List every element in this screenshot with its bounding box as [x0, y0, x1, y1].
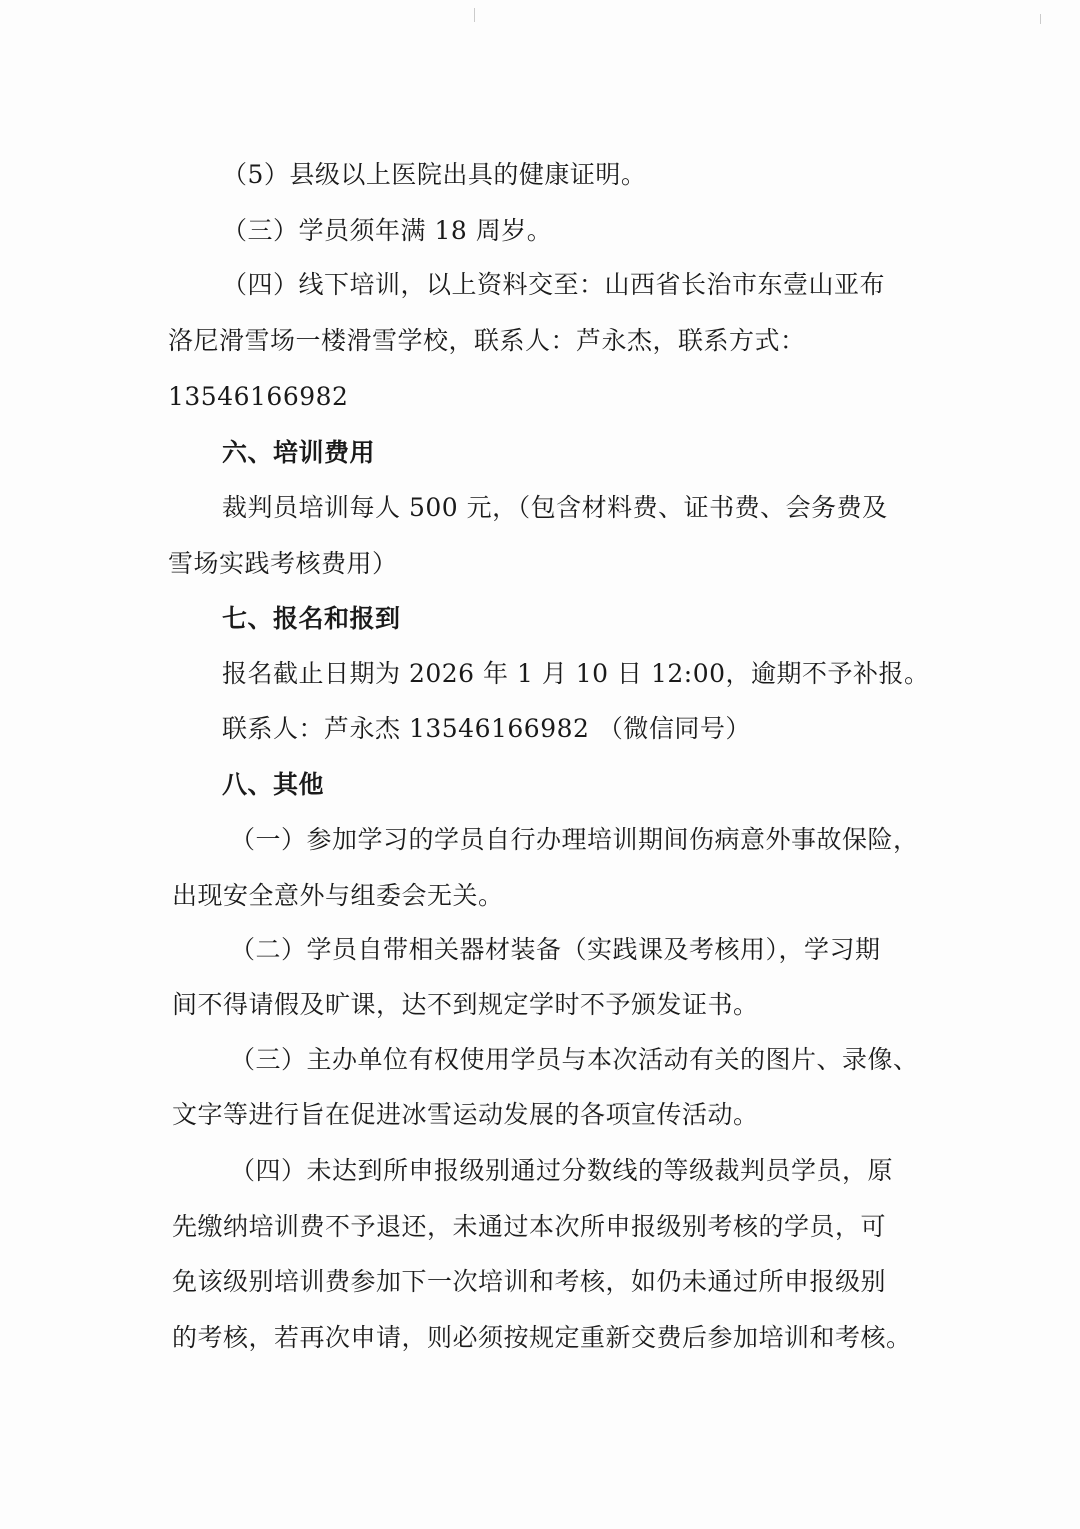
- section-heading-other: 八、其他: [222, 770, 325, 799]
- other-item-exam-policy: （四）未达到所申报级别通过分数线的等级裁判员学员，原: [230, 1156, 894, 1185]
- contact-phone-number: 13546166982: [168, 382, 349, 411]
- item-health-certificate: （5）县级以上医院出具的健康证明。: [222, 160, 647, 189]
- registration-deadline: 报名截止日期为 2026 年 1 月 10 日 12:00，逾期不予补报。: [222, 659, 930, 688]
- other-item-equipment: （二）学员自带相关器材装备（实践课及考核用），学习期: [230, 935, 881, 964]
- other-item-media-rights-cont: 文字等进行旨在促进冰雪运动发展的各项宣传活动。: [172, 1100, 759, 1129]
- item-age-requirement: （三）学员须年满 18 周岁。: [222, 216, 553, 245]
- scan-artifact-right: [1040, 14, 1041, 24]
- other-item-media-rights: （三）主办单位有权使用学员与本次活动有关的图片、录像、: [230, 1045, 919, 1074]
- other-item-exam-policy-cont-3: 的考核，若再次申请，则必须按规定重新交费后参加培训和考核。: [172, 1323, 912, 1352]
- section-heading-fees: 六、培训费用: [222, 438, 376, 467]
- other-item-insurance: （一）参加学习的学员自行办理培训期间伤病意外事故保险，: [230, 825, 919, 854]
- fees-paragraph: 裁判员培训每人 500 元，（包含材料费、证书费、会务费及: [222, 493, 888, 522]
- other-item-insurance-cont: 出现安全意外与组委会无关。: [172, 881, 504, 910]
- registration-contact: 联系人：芦永杰 13546166982 （微信同号）: [222, 714, 751, 743]
- other-item-exam-policy-cont-2: 免该级别培训费参加下一次培训和考核，如仍未通过所申报级别: [172, 1267, 887, 1296]
- scan-artifact-top: [474, 8, 475, 22]
- other-item-equipment-cont: 间不得请假及旷课，达不到规定学时不予颁发证书。: [172, 990, 759, 1019]
- fees-paragraph-cont: 雪场实践考核费用）: [168, 549, 398, 578]
- other-item-exam-policy-cont-1: 先缴纳培训费不予退还，未通过本次所申报级别考核的学员，可: [172, 1212, 887, 1241]
- section-heading-registration: 七、报名和报到: [222, 604, 401, 633]
- item-offline-submission: （四）线下培训，以上资料交至：山西省长治市东壹山亚布: [222, 270, 886, 299]
- item-offline-submission-cont: 洛尼滑雪场一楼滑雪学校，联系人：芦永杰，联系方式：: [168, 326, 806, 355]
